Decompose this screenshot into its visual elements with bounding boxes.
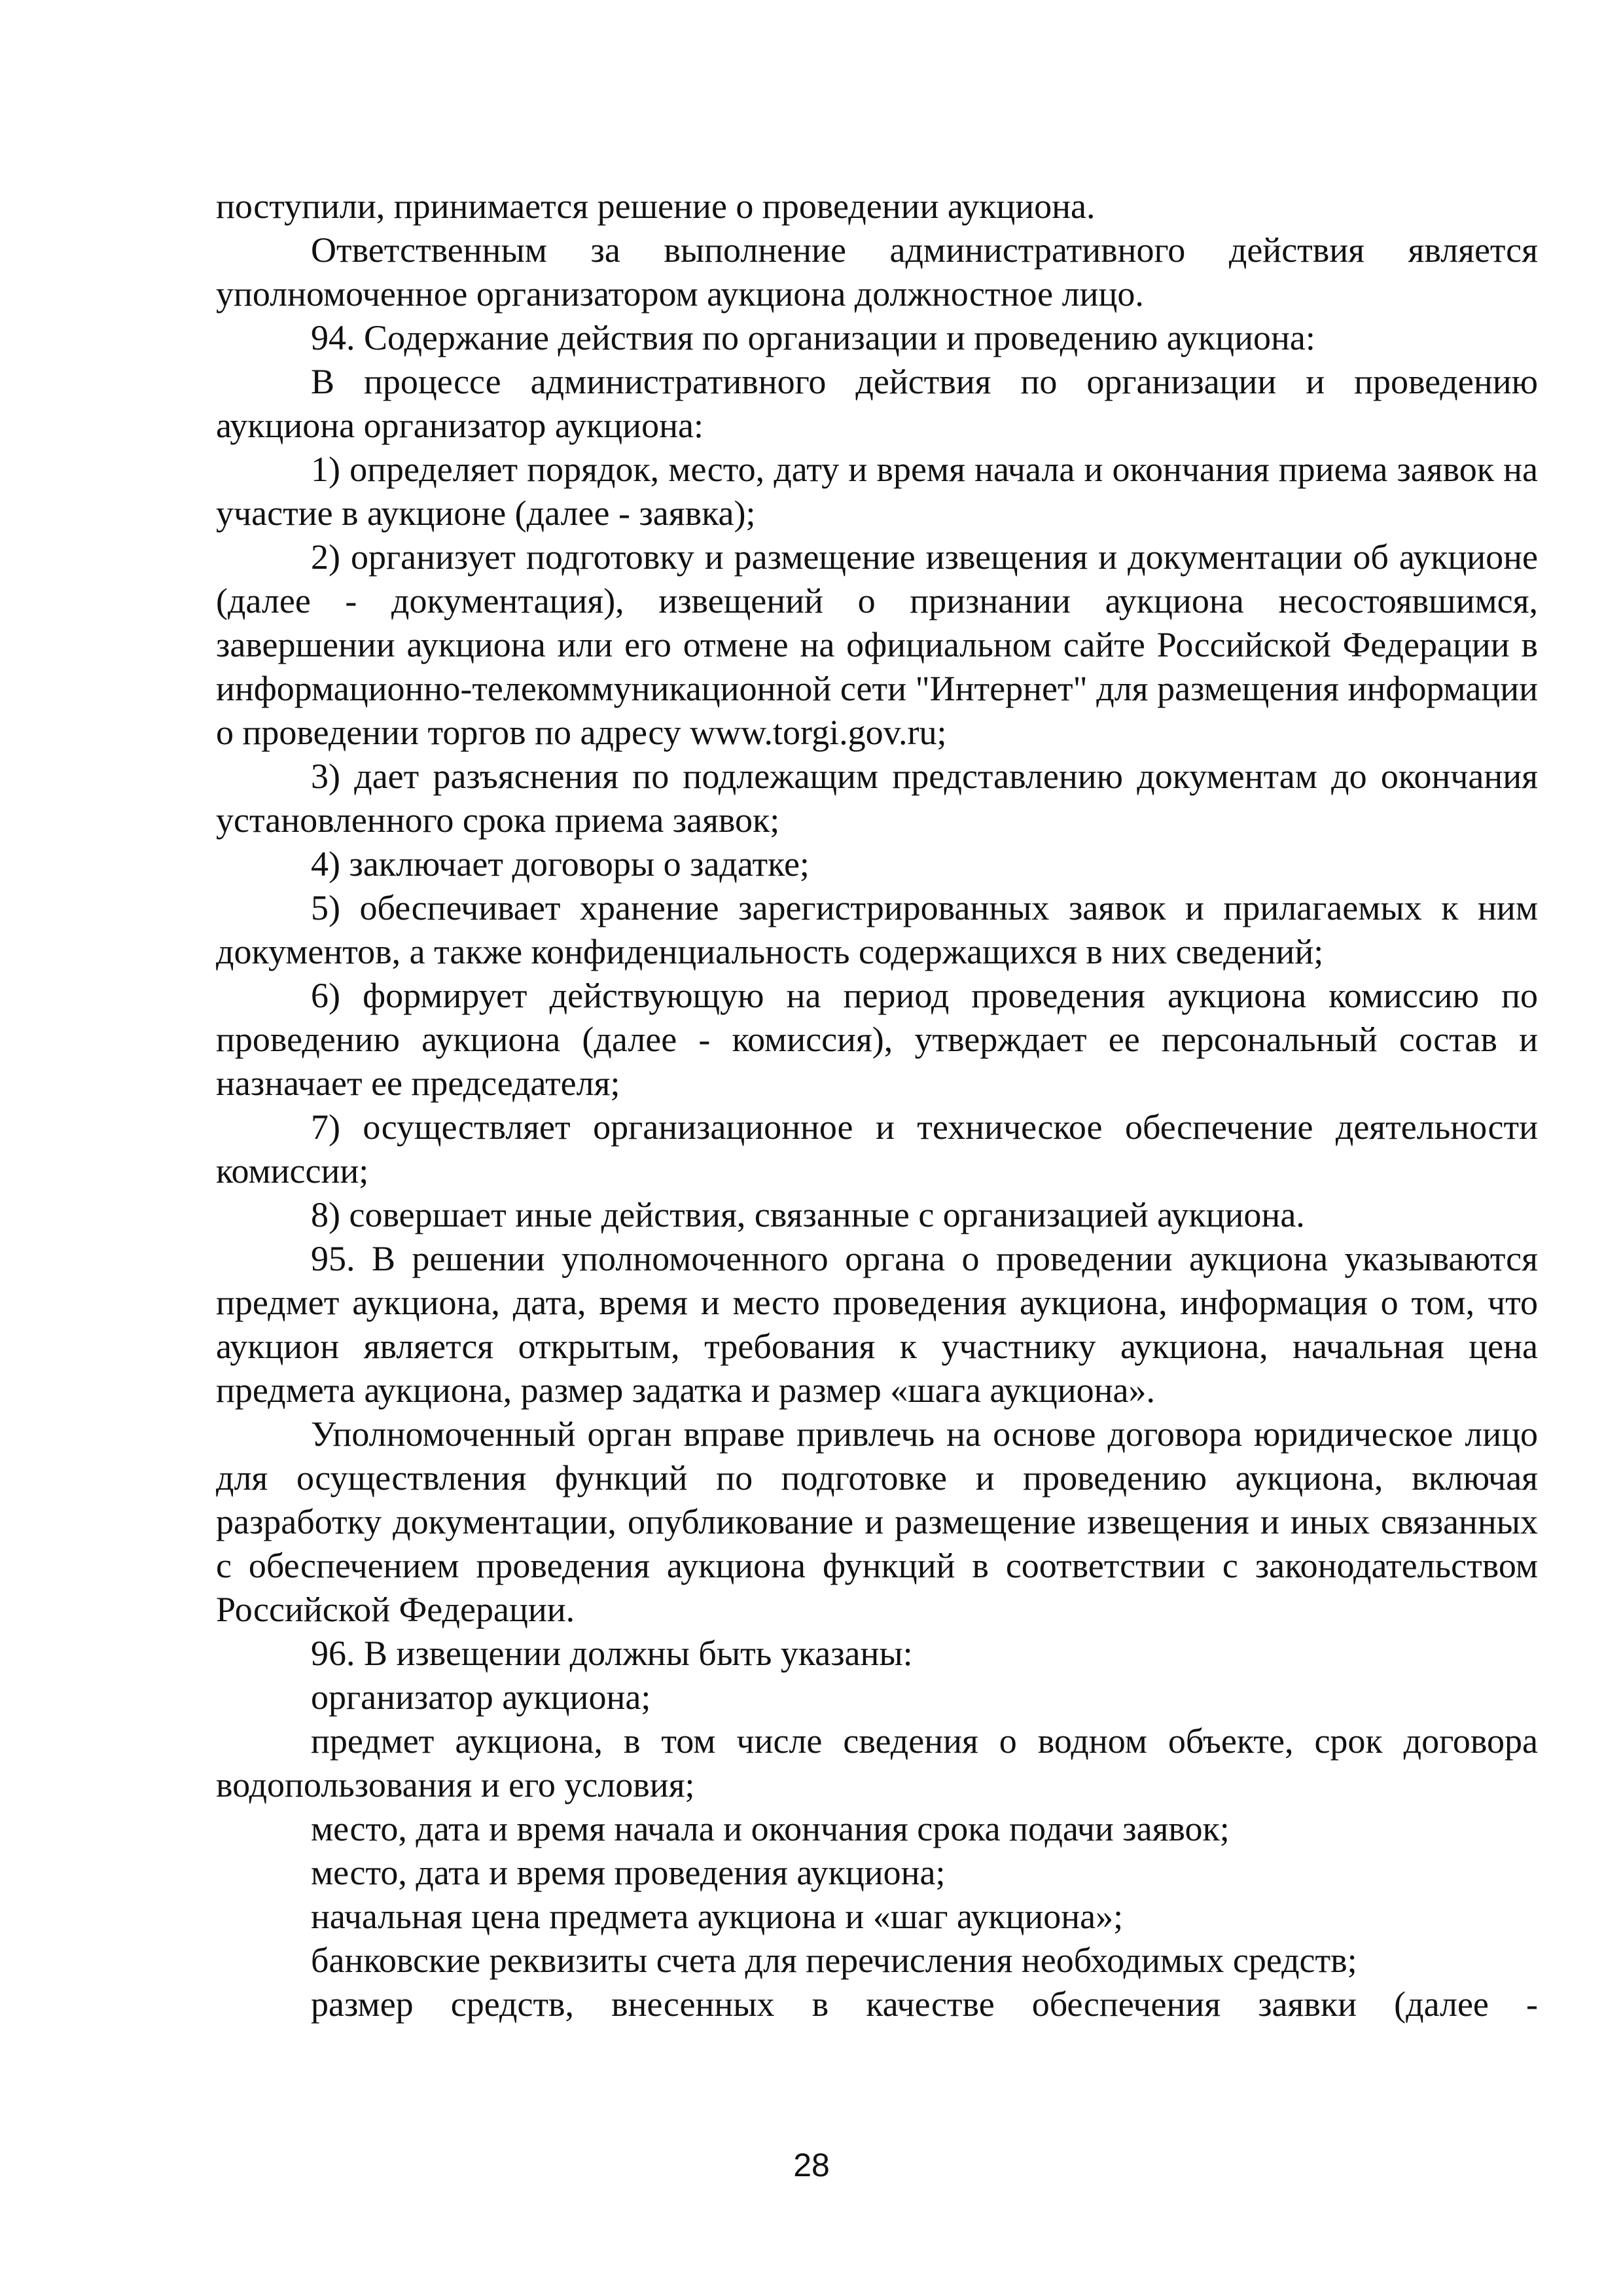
paragraph: 2) организует подготовку и размещение извещения и документации об аукционе (далее - документация), извещений о признании аукциона несостоявшимся, завершении аукциона или его отмене на официальном сайте Российской Федерации в информационно-телекоммуникационной сети "Интернет" для размещения информации о проведении торгов по адресу www.torgi.gov.ru; (216, 537, 1538, 752)
paragraph: 95. В решении уполномоченного органа о проведении аукциона указываются предмет аукциона, дата, время и место проведения аукциона, информация о том, что аукцион является открытым, требования к участнику аукциона, начальная цена предмета аукциона, размер задатка и размер «шага аукциона». (216, 1239, 1538, 1410)
paragraph: организатор аукциона; (311, 1677, 651, 1717)
paragraph: 8) совершает иные действия, связанные с организацией аукциона. (311, 1195, 1305, 1234)
paragraph: банковские реквизиты счета для перечисления необходимых средств; (311, 1941, 1357, 1980)
paragraph: 4) заключает договоры о задатке; (311, 844, 810, 884)
paragraph: Уполномоченный орган вправе привлечь на основе договора юридическое лицо для осуществления функций по подготовке и проведению аукциона, включая разработку документации, опубликование и размещение извещения и иных связанных с обеспечением проведения аукциона функций в соответствии с законодательством Российской Федерации. (216, 1414, 1538, 1629)
paragraph: место, дата и время начала и окончания срока подачи заявок; (311, 1809, 1230, 1848)
paragraph: 1) определяет порядок, место, дату и время начала и окончания приема заявок на участие в аукционе (далее - заявка); (216, 450, 1538, 533)
page-number: 28 (793, 2147, 830, 2183)
paragraph: поступили, принимается решение о проведении аукциона. (216, 187, 1096, 226)
paragraph-continued: размер средств, внесенных в качестве обеспечения заявки (далее - (311, 1984, 1538, 2024)
paragraph: 5) обеспечивает хранение зарегистрированных заявок и прилагаемых к ним документов, а также конфиденциальность содержащихся в них сведений; (216, 888, 1538, 971)
document-body (216, 185, 1538, 2026)
paragraph: 96. В извещении должны быть указаны: (311, 1634, 913, 1673)
paragraph: 94. Содержание действия по организации и проведению аукциона: (311, 318, 1315, 357)
paragraph: 6) формирует действующую на период проведения аукциона комиссию по проведению аукциона (далее - комиссия), утверждает ее персональный состав и назначает ее председателя; (216, 976, 1538, 1103)
paragraph: предмет аукциона, в том числе сведения о водном объекте, срок договора водопользования и его условия; (216, 1721, 1538, 1804)
paragraph: В процессе административного действия по организации и проведению аукциона организатор аукциона: (216, 362, 1538, 445)
paragraph: Ответственным за выполнение административного действия является уполномоченное организатором аукциона должностное лицо. (216, 230, 1538, 314)
paragraph: начальная цена предмета аукциона и «шаг аукциона»; (311, 1897, 1124, 1936)
paragraph: 3) дает разъяснения по подлежащим представлению документам до окончания установленного срока приема заявок; (216, 757, 1538, 840)
paragraph: место, дата и время проведения аукциона; (311, 1853, 946, 1892)
paragraph: 7) осуществляет организационное и техническое обеспечение деятельности комиссии; (216, 1107, 1538, 1191)
